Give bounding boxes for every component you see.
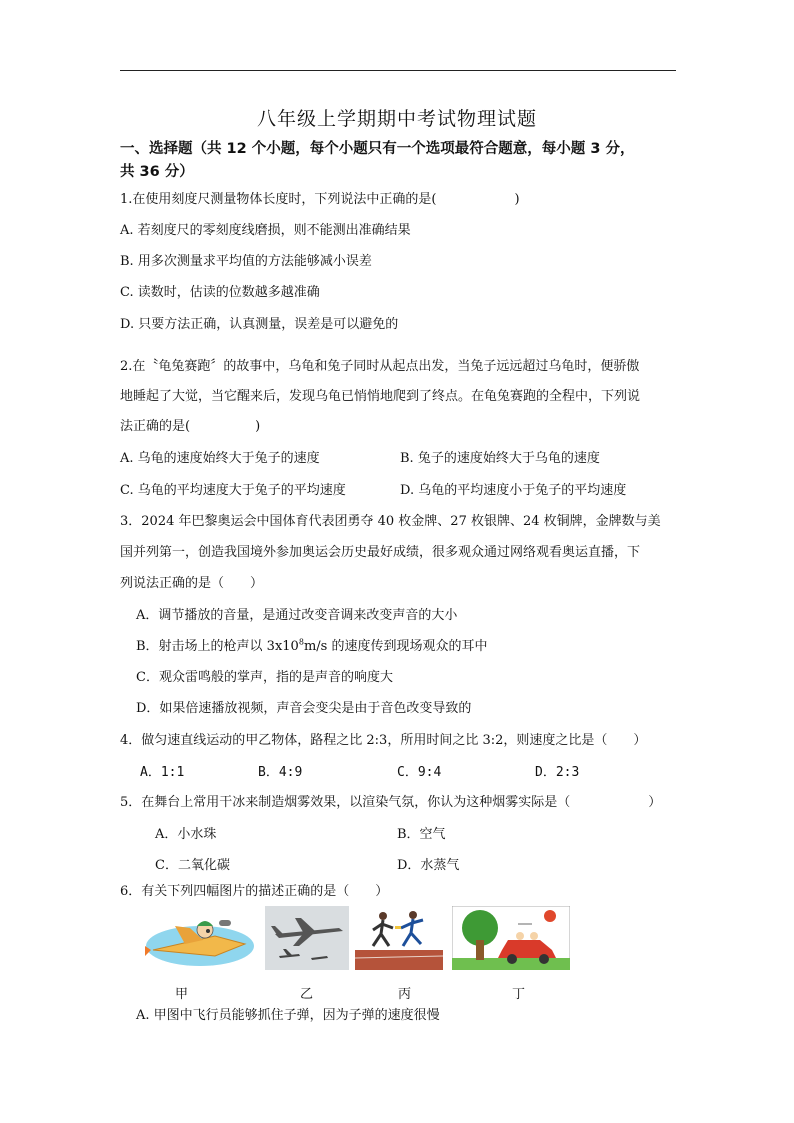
q2-option-a: A. 乌龟的速度始终大于兔子的速度 [120, 451, 320, 466]
picture-ding-tree-car [452, 906, 570, 970]
q1-option-b: B. 用多次测量求平均值的方法能够减小误差 [120, 254, 372, 269]
section-heading-line2: 共 36 分） [120, 164, 194, 180]
q4-option-a: A．1:1 [140, 765, 185, 780]
picture-yi-airplanes [265, 906, 349, 970]
caption-yi: 乙 [300, 987, 314, 1002]
q1-option-c: C. 读数时，估读的位数越多越准确 [120, 285, 320, 300]
picture-bing-relay-runners [355, 906, 443, 970]
q3-option-d: D．如果倍速播放视频，声音会变尖是由于音色改变导致的 [136, 701, 472, 716]
section-heading [120, 138, 680, 184]
caption-bing: 丙 [398, 987, 412, 1002]
q3-option-a: A．调节播放的音量，是通过改变音调来改变声音的大小 [136, 608, 458, 623]
q3-option-b-suffix: m/s 的速度传到现场观众的耳中 [303, 639, 488, 654]
q1-stem: 1.在使用刻度尺测量物体长度时，下列说法中正确的是( ) [120, 192, 520, 207]
q3-stem-line1: 3．2024 年巴黎奥运会中国体育代表团勇夺 40 枚金牌、27 枚银牌、24 枚铜牌，金牌数与美 [120, 514, 661, 529]
page-title: 八年级上学期期中考试物理试题 [256, 108, 537, 130]
q6-option-a: A. 甲图中飞行员能够抓住子弹，因为子弹的速度很慢 [136, 1008, 440, 1023]
q2-option-d: D. 乌龟的平均速度小于兔子的平均速度 [400, 483, 627, 498]
q2-option-c: C. 乌龟的平均速度大于兔子的平均速度 [120, 483, 346, 498]
q3-option-b [136, 635, 696, 654]
picture-jia-pilot-jet [145, 906, 255, 970]
q4-stem: 4．做匀速直线运动的甲乙物体，路程之比 2:3，所用时间之比 3:2，则速度之比是（ ） [120, 733, 647, 748]
q3-option-b-exponent: 8 [298, 637, 304, 647]
q5-option-b: B．空气 [397, 827, 446, 842]
q3-stem-line2: 国并列第一，创造我国境外参加奥运会历史最好成绩，很多观众通过网络观看奥运直播，下 [120, 545, 641, 560]
q5-option-c: C．二氧化碳 [155, 858, 230, 873]
q6-stem: 6．有关下列四幅图片的描述正确的是（ ） [120, 884, 389, 899]
q4-option-d: D．2:3 [535, 765, 580, 780]
q1-option-a: A. 若刻度尺的零刻度线磨损，则不能测出准确结果 [120, 223, 411, 238]
q3-stem-line3: 列说法正确的是（ ） [120, 576, 264, 591]
header-rule [120, 70, 676, 71]
q4-option-c: C．9:4 [397, 765, 442, 780]
q2-stem-line3: 法正确的是( ) [120, 419, 261, 434]
section-heading-line1: 一、选择题（共 12 个小题，每个小题只有一个选项最符合题意，每小题 3 分， [120, 141, 635, 157]
caption-ding: 丁 [512, 987, 526, 1002]
q5-option-d: D．水蒸气 [397, 858, 460, 873]
q2-stem-line2: 地睡起了大觉，当它醒来后，发现乌龟已悄悄地爬到了终点。在龟兔赛跑的全程中，下列说 [120, 389, 641, 404]
q4-option-b: B．4:9 [258, 765, 303, 780]
caption-jia: 甲 [175, 987, 189, 1002]
q5-option-a: A．小水珠 [155, 827, 217, 842]
q5-stem: 5．在舞台上常用干冰来制造烟雾效果，以渲染气氛，你认为这种烟雾实际是（ ） [120, 795, 662, 810]
q1-option-d: D. 只要方法正确，认真测量，误差是可以避免的 [120, 317, 399, 332]
q2-option-b: B. 兔子的速度始终大于乌龟的速度 [400, 451, 600, 466]
q2-stem-line1: 2.在〝龟兔赛跑〞的故事中，乌龟和兔子同时从起点出发，当兔子远远超过乌龟时，便骄傲 [120, 359, 640, 374]
q3-option-b-prefix: B．射击场上的枪声以 3x10 [136, 639, 299, 654]
q3-option-c: C．观众雷鸣般的掌声，指的是声音的响度大 [136, 670, 393, 685]
